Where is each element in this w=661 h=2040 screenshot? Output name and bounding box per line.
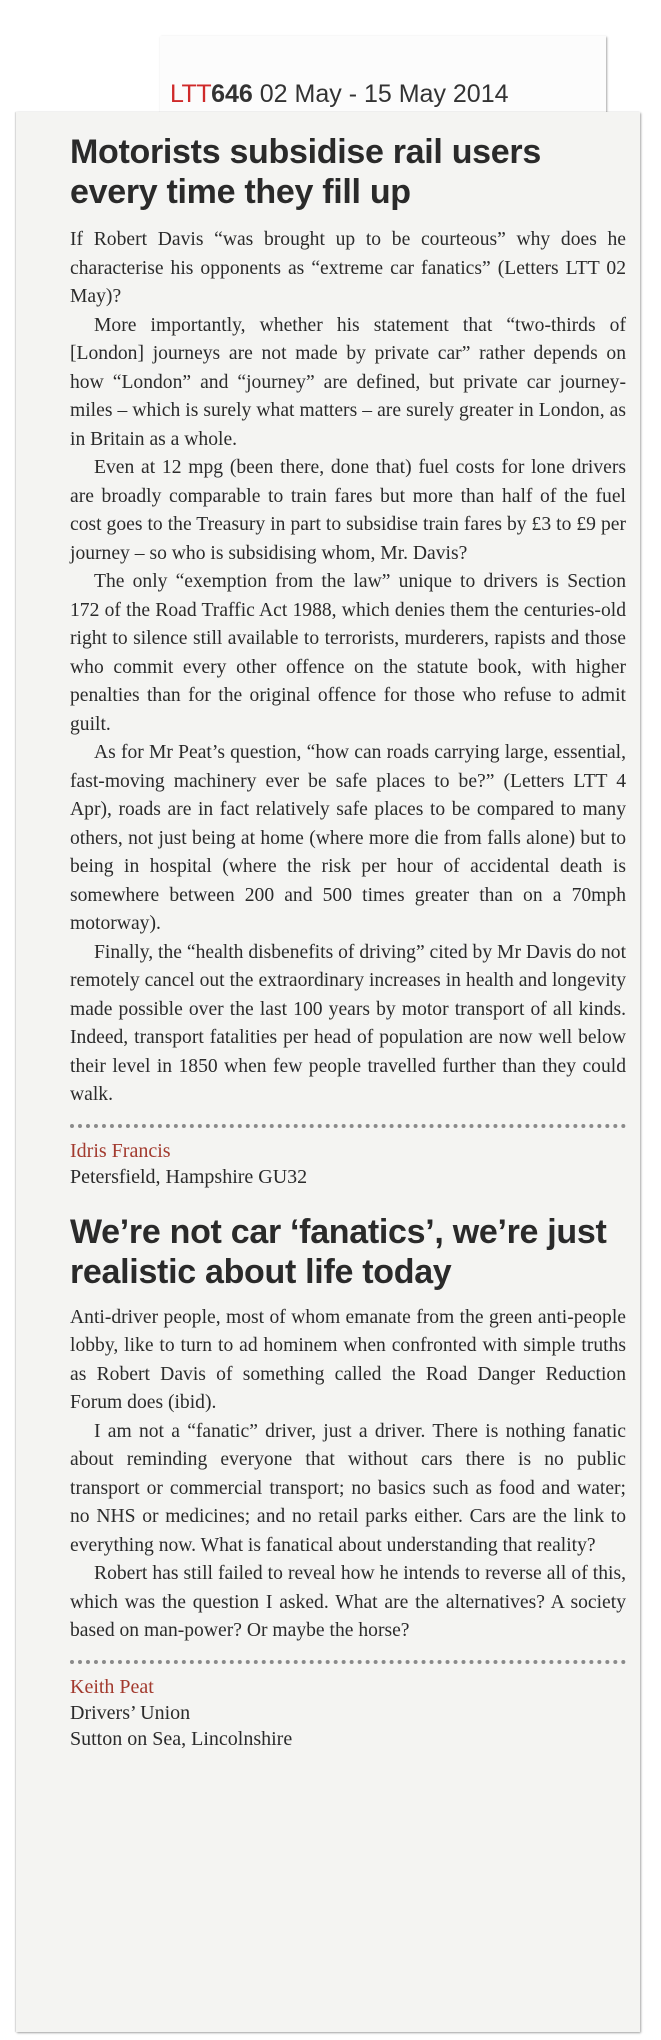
letter2-paragraph: Robert has still failed to reveal how he intends to reverse all of this, which was the question I asked. What are the alternatives? A society based on man-power? Or maybe the horse? <box>70 1563 626 1641</box>
letter1-headline: Motorists subsidise rail users every time they fill up <box>70 133 541 211</box>
letter1-body <box>70 226 626 1110</box>
letter2-location: Sutton on Sea, Lincolnshire <box>70 1727 293 1750</box>
dotted-divider <box>70 1124 626 1128</box>
source-tag <box>160 36 606 114</box>
newspaper-clipping <box>16 112 640 2032</box>
letter2-author: Keith Peat <box>70 1675 154 1698</box>
letter1-author: Idris Francis <box>70 1139 171 1162</box>
issue-dates: 02 May - 15 May 2014 <box>259 80 509 108</box>
letter1-paragraph: If Robert Davis “was brought up to be courteous” why does he characterise his opponents as “extreme car fanatics” (Letters LTT 02 May)? <box>70 229 626 307</box>
letter2-organisation: Drivers’ Union <box>70 1701 191 1724</box>
letter2-paragraph: I am not a “fanatic” driver, just a driver. There is nothing fanatic about reminding everyone that without cars there is no public transport or commercial transport; no basics such as food and water; no NHS or medicines; and no retail parks either. Cars are the link to everything now. What is fanatical about understanding that reality? <box>70 1420 626 1556</box>
letter2-body <box>70 1304 626 1646</box>
letter1-paragraph: As for Mr Peat’s question, “how can roads carrying large, essential, fast-moving machinery ever be safe places to be?” (Letters LTT 4 Apr), roads are in fact relatively safe places to be compared to many others, not just being at home (where more die from falls alone) but to being in hospital (where the risk per hour of accidental death is somewhere between 200 and 500 times greater than on a 70mph motorway). <box>70 742 626 934</box>
letter2-paragraph: Anti-driver people, most of whom emanate from the green anti-people lobby, like to turn to ad hominem when confronted with simple truths as Robert Davis of something called the Road Danger Reduction Forum does (ibid). <box>70 1306 626 1413</box>
letter1-paragraph: More importantly, whether his statement that “two-thirds of [London] journeys are not made by private car” rather depends on how “London” and “journey” are defined, but private car journey-miles – which is surely what matters – are surely greater in London, as in Britain as a whole. <box>70 314 626 450</box>
letter2-headline: We’re not car ‘fanatics’, we’re just realistic about life today <box>70 1212 607 1291</box>
letter1-location: Petersfield, Hampshire GU32 <box>70 1165 308 1188</box>
issue-number: 646 <box>211 80 253 108</box>
clipping-content <box>70 132 626 1752</box>
letter1-paragraph: The only “exemption from the law” unique to drivers is Section 172 of the Road Traffic Act 1988, which denies them the centuries-old right to silence still available to terrorists, murderers, rapists and those who commit every other offence on the statute book, with higher penalties than for the original offence for those who refuse to admit guilt. <box>70 571 626 735</box>
letter1-paragraph: Even at 12 mpg (been there, done that) fuel costs for lone drivers are broadly comparable to train fares but more than half of the fuel cost goes to the Treasury in part to subsidise train fares by £3 to £9 per journey – so who is subsidising whom, Mr. Davis? <box>70 457 626 564</box>
publication-brand: LTT <box>170 80 212 108</box>
source-line <box>170 80 509 109</box>
letter1-paragraph: Finally, the “health disbenefits of driving” cited by Mr Davis do not remotely cancel out the extraordinary increases in health and longevity made possible over the last 100 years by motor transport of all kinds. Indeed, transport fatalities per head of population are now well below their level in 1850 when few people travelled further than they could walk. <box>70 941 627 1105</box>
dotted-divider <box>70 1660 626 1664</box>
